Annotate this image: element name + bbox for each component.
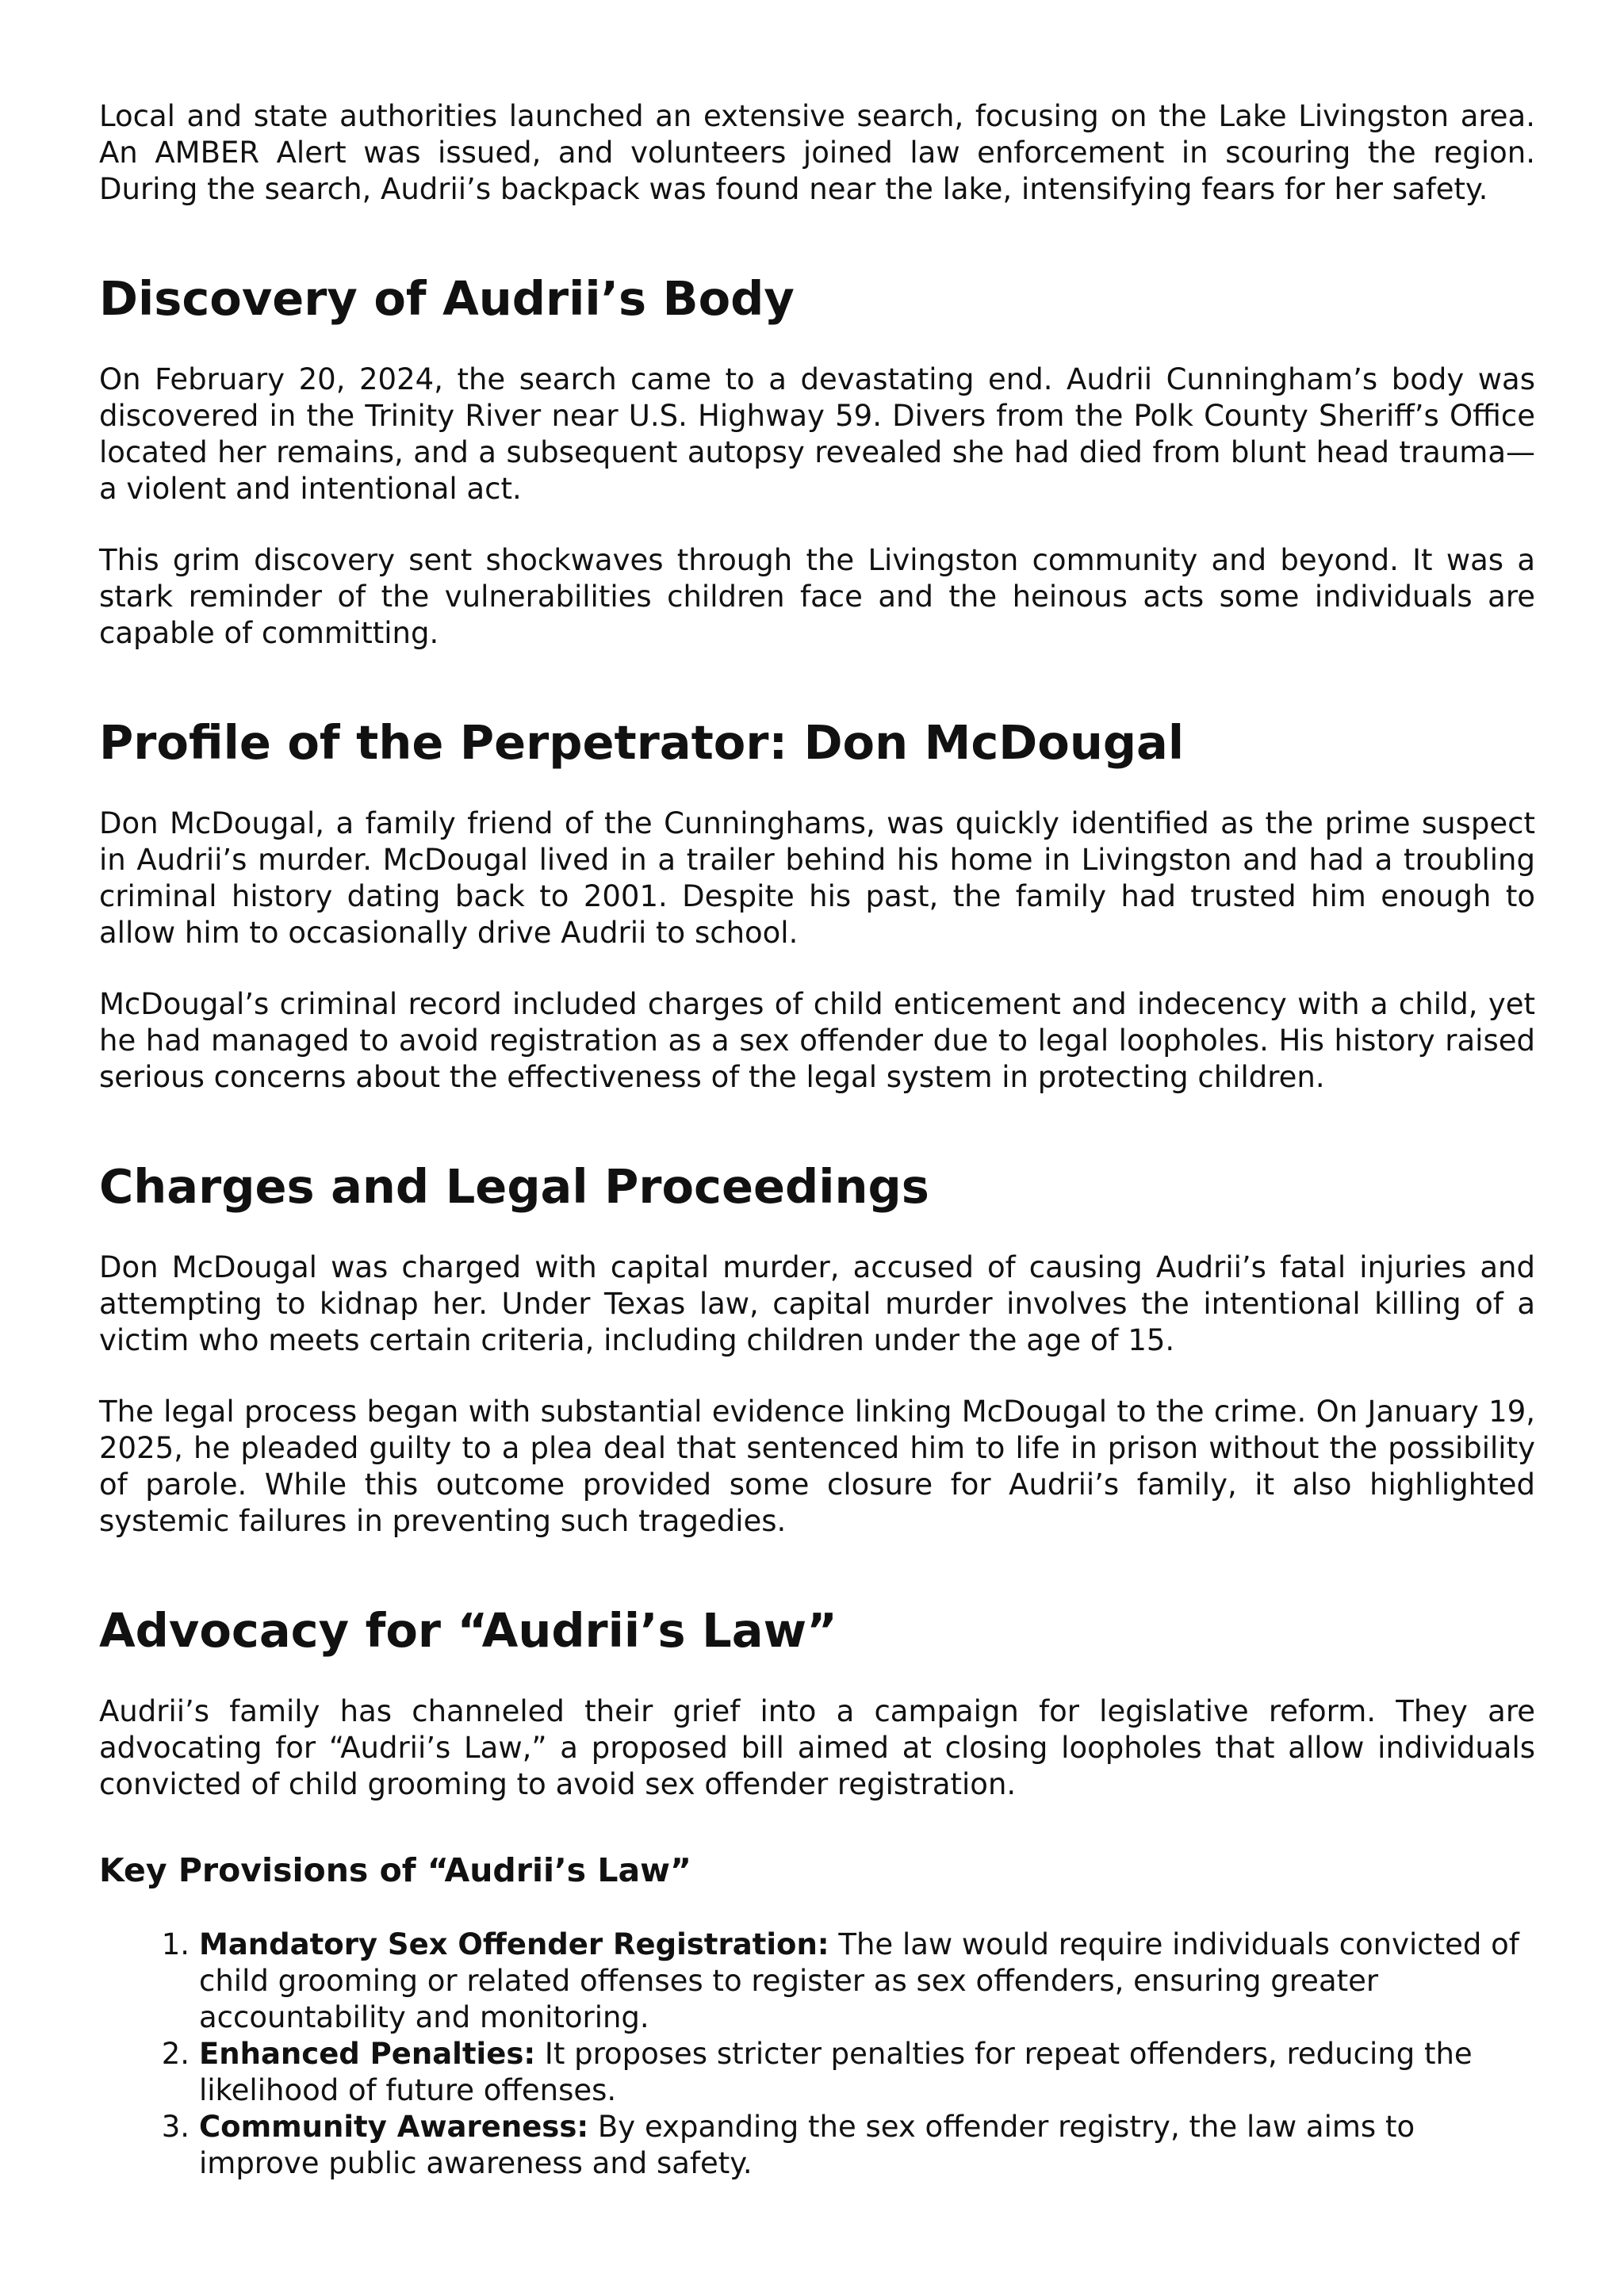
advocacy-paragraph: Audrii’s family has channeled their grief into a campaign for legislative reform. They are advocating for “Audrii’s Law,” a proposed bill aimed at closing loopholes that allow individuals convicted of child grooming to avoid sex offender registration. <box>99 1694 1535 1801</box>
charges-heading: Charges and Legal Proceedings <box>99 1159 929 1214</box>
list-number: 2. <box>161 2037 190 2071</box>
provision-title: Mandatory Sex Offender Registration: <box>199 1927 829 1961</box>
provisions-subheading: Key Provisions of “Audrii’s Law” <box>99 1851 691 1889</box>
list-item <box>99 1927 1535 2036</box>
provision-title: Enhanced Penalties: <box>199 2037 536 2071</box>
charges-paragraph-1: Don McDougal was charged with capital murder, accused of causing Audrii’s fatal injuries and attempting to kidnap her. Under Texas law, capital murder involves the intentional killing of a victim who meets certain criteria, including children under the age of 15. <box>99 1250 1535 1357</box>
list-number: 3. <box>161 2110 190 2144</box>
list-item <box>99 2109 1535 2182</box>
intro-paragraph: Local and state authorities launched an extensive search, focusing on the Lake Livingston area. An AMBER Alert was issued, and volunteers joined law enforcement in scouring the region. During the search, Audrii’s backpack was found near the lake, intensifying fears for her safety. <box>99 99 1535 206</box>
provision-text: By expanding the sex offender registry, the law aims to improve public awareness and safety. <box>199 2110 1415 2180</box>
charges-paragraph-2: The legal process began with substantial evidence linking McDougal to the crime. On January 19, 2025, he pleaded guilty to a plea deal that sentenced him to life in prison without the possibility of parole. While this outcome provided some closure for Audrii’s family, it also highlighted systemic failures in preventing such tragedies. <box>99 1395 1535 1538</box>
list-item <box>99 2036 1535 2109</box>
discovery-paragraph-1: On February 20, 2024, the search came to a devastating end. Audrii Cunningham’s body was discovered in the Trinity River near U.S. Highway 59. Divers from the Polk County Sheriff’s Office located her remains, and a subsequent autopsy revealed she had died from blunt head trauma—a violent and intentional act. <box>99 362 1535 506</box>
provisions-list <box>99 1927 1535 2182</box>
provision-title: Community Awareness: <box>199 2110 589 2144</box>
profile-paragraph-1: Don McDougal, a family friend of the Cunninghams, was quickly identified as the prime suspect in Audrii’s murder. McDougal lived in a trailer behind his home in Livingston and had a troubling criminal history dating back to 2001. Despite his past, the family had trusted him enough to allow him to occasionally drive Audrii to school. <box>99 806 1535 950</box>
discovery-paragraph-2: This grim discovery sent shockwaves through the Livingston community and beyond. It was a stark reminder of the vulnerabilities children face and the heinous acts some individuals are capable of committing. <box>99 543 1535 650</box>
provision-text: The law would require individuals convicted of child grooming or related offenses to register as sex offenders, ensuring greater accountability and monitoring. <box>199 1927 1519 2034</box>
profile-heading: Profile of the Perpetrator: Don McDougal <box>99 715 1185 770</box>
provision-text: It proposes stricter penalties for repeat offenders, reducing the likelihood of future offenses. <box>199 2037 1473 2107</box>
advocacy-heading: Advocacy for “Audrii’s Law” <box>99 1603 837 1658</box>
list-number: 1. <box>161 1927 190 1961</box>
profile-paragraph-2: McDougal’s criminal record included charges of child enticement and indecency with a child, yet he had managed to avoid registration as a sex offender due to legal loopholes. His history raised serious concerns about the effectiveness of the legal system in protecting children. <box>99 987 1535 1094</box>
discovery-heading: Discovery of Audrii’s Body <box>99 271 795 326</box>
